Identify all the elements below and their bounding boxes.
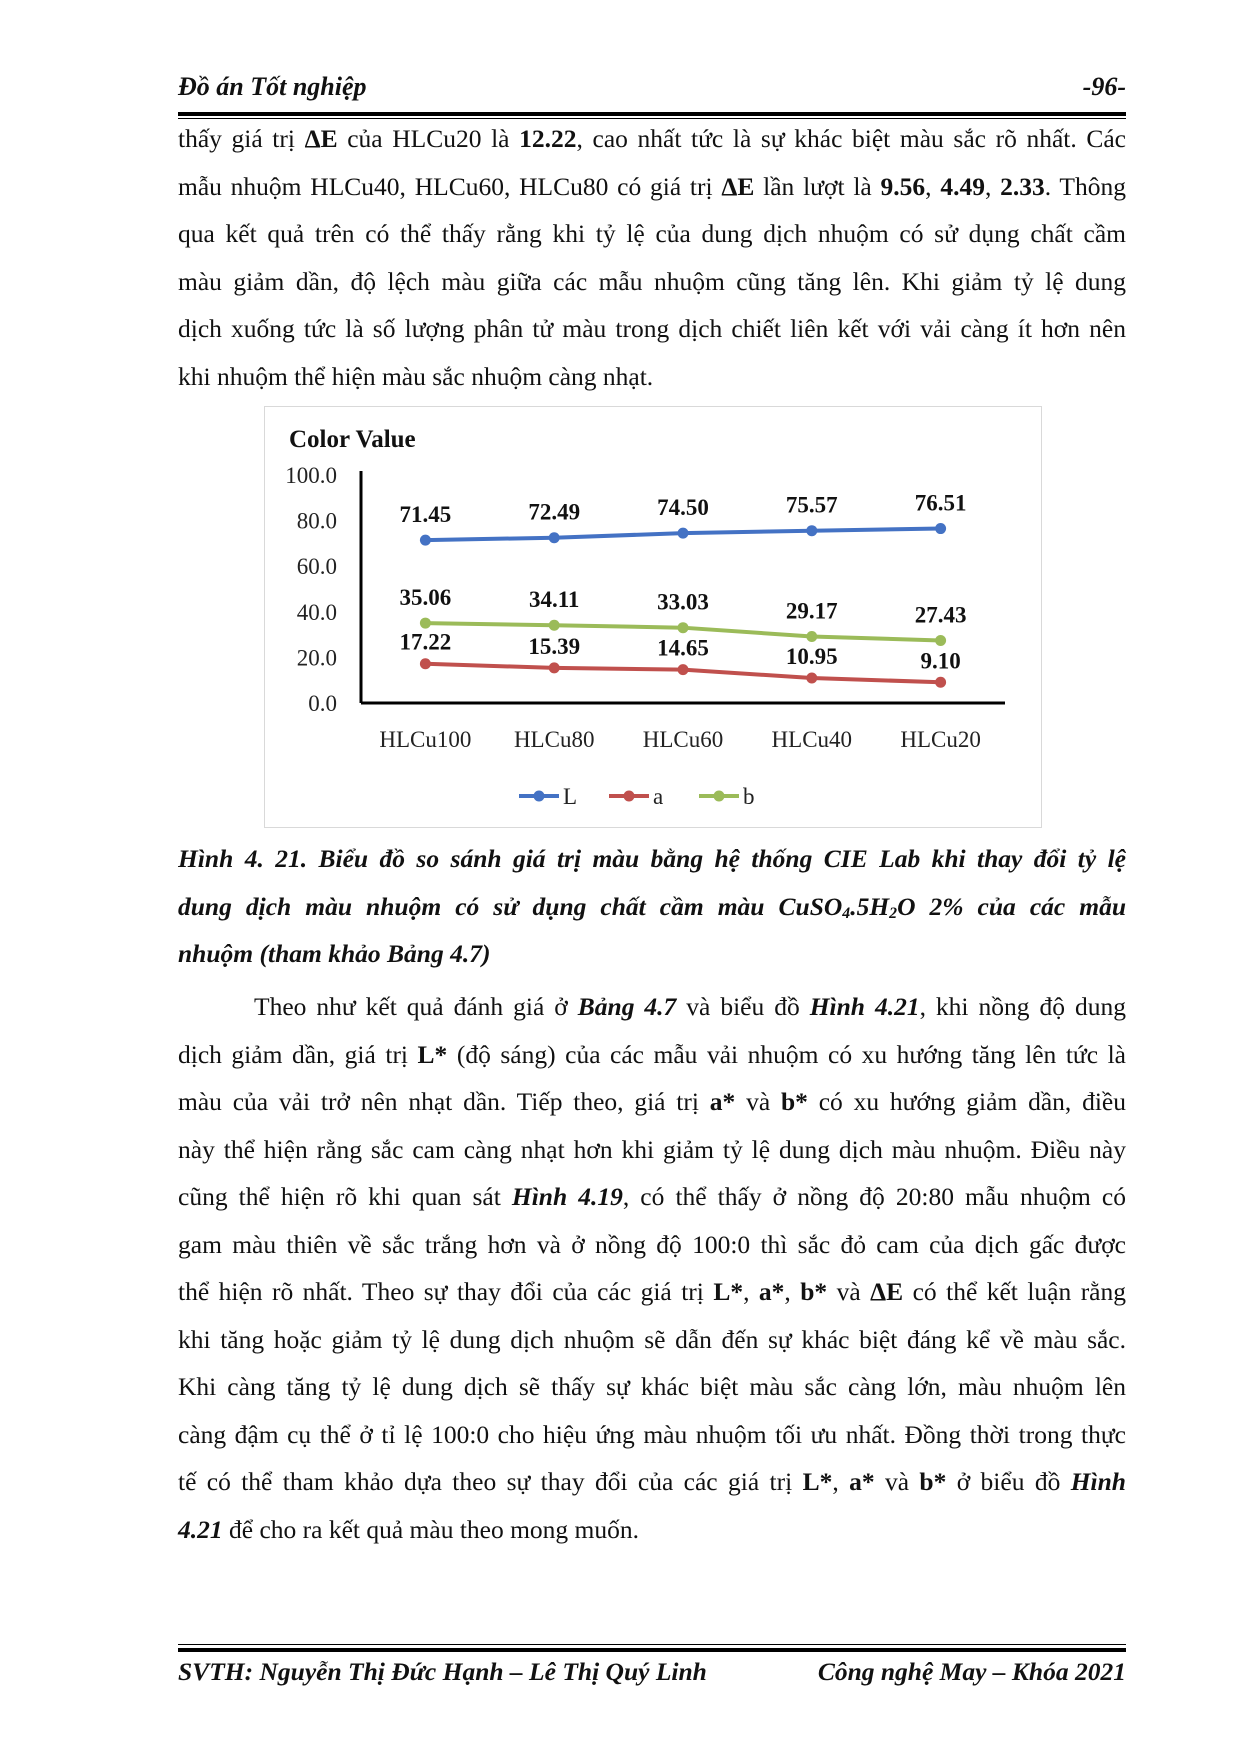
paragraph-2	[178, 983, 1126, 1553]
data-label-L: 75.57	[785, 492, 838, 518]
x-tick-label: HLCu80	[513, 727, 595, 752]
text-line: thể hiện rõ nhất. Theo sự thay đổi của các giá trị L*, a*, b* và ΔE có thể kết luận rằng	[178, 1277, 1126, 1306]
y-tick-label: 60.0	[296, 554, 337, 580]
color-value-chart	[264, 406, 1042, 828]
data-label-a: 17.22	[399, 629, 452, 655]
header-title: Đồ án Tốt nghiệp	[178, 72, 367, 101]
y-tick-label: 100.0	[285, 463, 337, 488]
data-point-b	[935, 635, 946, 646]
y-tick-label: 20.0	[296, 645, 337, 671]
data-label-a: 9.10	[920, 648, 961, 674]
data-point-L	[678, 528, 689, 539]
data-label-b: 34.11	[528, 587, 580, 613]
data-label-b: 29.17	[785, 598, 838, 624]
text-line: tế có thể tham khảo dựa theo sự thay đổi của các giá trị L*, a* và b* ở biểu đồ Hình	[178, 1467, 1126, 1496]
data-point-L	[420, 535, 431, 546]
text-line: 4.21 để cho ra kết quả màu theo mong muốn.	[178, 1514, 640, 1544]
legend-label-b: b	[743, 784, 755, 809]
data-label-b: 27.43	[914, 602, 967, 628]
data-point-a	[420, 658, 431, 669]
data-point-a	[806, 673, 817, 684]
text-line: màu giảm dần, độ lệch màu giữa các mẫu nhuộm cũng tăng lên. Khi giảm tỷ lệ dung	[178, 266, 1126, 296]
text-line: thấy giá trị ΔE của HLCu20 là 12.22, cao nhất tức là sự khác biệt màu sắc rõ nhất. Các	[178, 124, 1126, 153]
x-tick-label: HLCu20	[900, 727, 981, 752]
footer-course: Công nghệ May – Khóa 2021	[817, 1657, 1126, 1686]
footer-authors: SVTH: Nguyễn Thị Đức Hạnh – Lê Thị Quý Linh	[178, 1657, 707, 1686]
data-point-b	[420, 618, 431, 629]
data-label-L: 74.50	[657, 495, 709, 521]
x-tick-label: HLCu100	[379, 727, 472, 752]
caption-line: dung dịch màu nhuộm có sử dụng chất cầm màu $CuSO_4.5H_2O$ 2% của các mẫu	[178, 891, 1126, 922]
footer-rule-thin	[178, 1644, 1126, 1645]
data-label-a: 15.39	[528, 633, 581, 659]
text-line: qua kết quả trên có thể thấy rằng khi tỷ lệ của dung dịch nhuộm có sử dụng chất cầm	[178, 219, 1126, 248]
text-line: mẫu nhuộm HLCu40, HLCu60, HLCu80 có giá trị ΔE lần lượt là 9.56, 4.49, 2.33. Thông	[178, 171, 1126, 201]
data-point-L	[549, 532, 560, 543]
text-line: khi tăng hoặc giảm tỷ lệ dung dịch nhuộm sẽ dẫn đến sự khác biệt đáng kể về màu sắc.	[178, 1324, 1126, 1354]
text-line: càng đậm cụ thể ở tỉ lệ 100:0 cho hiệu ứng màu nhuộm tối ưu nhất. Đồng thời trong thực	[178, 1419, 1126, 1449]
legend-marker-L	[534, 791, 545, 802]
x-tick-label: HLCu60	[642, 727, 724, 752]
chart-canvas	[265, 407, 1041, 827]
chart-title: Color Value	[289, 426, 416, 453]
data-label-b: 35.06	[399, 585, 452, 611]
data-label-a: 10.95	[785, 644, 838, 670]
text-line: khi nhuộm thể hiện màu sắc nhuộm càng nhạt.	[178, 361, 654, 391]
data-label-a: 14.65	[657, 635, 709, 661]
data-point-a	[549, 662, 560, 673]
text-line: Theo như kết quả đánh giá ở Bảng 4.7 và biểu đồ Hình 4.21, khi nồng độ dung	[254, 992, 1126, 1021]
data-point-a	[678, 664, 689, 675]
legend-label-a: a	[653, 784, 664, 809]
paragraph-1	[178, 115, 1126, 400]
text-line: gam màu thiên về sắc trắng hơn và ở nồng độ 100:0 thì sắc đỏ cam của dịch gấc được	[178, 1229, 1126, 1259]
legend-marker-b	[714, 791, 725, 802]
data-label-L: 72.49	[528, 499, 581, 525]
data-label-L: 76.51	[914, 490, 967, 516]
text-line: này thể hiện rằng sắc cam càng nhạt hơn khi giảm tỷ lệ dung dịch màu nhuộm. Điều này	[178, 1134, 1126, 1164]
data-point-a	[935, 677, 946, 688]
page-footer	[178, 1657, 1126, 1697]
page-number: -96-	[1082, 72, 1126, 101]
figure-caption	[178, 835, 1126, 978]
text-line: cũng thể hiện rõ khi quan sát Hình 4.19, có thể thấy ở nồng độ 20:80 mẫu nhuộm có	[178, 1182, 1126, 1211]
data-point-L	[806, 525, 817, 536]
y-tick-label: 0.0	[308, 691, 337, 716]
data-label-L: 71.45	[399, 502, 452, 528]
caption-line: nhuộm (tham khảo Bảng 4.7)	[178, 939, 491, 968]
text-line: dịch xuống tức là số lượng phân tử màu trong dịch chiết liên kết với vải càng ít hơn nên	[178, 314, 1126, 343]
page-header	[178, 72, 1126, 112]
data-point-b	[678, 622, 689, 633]
legend-label-L: L	[563, 784, 578, 809]
y-tick-label: 80.0	[296, 508, 337, 534]
y-tick-label: 40.0	[296, 599, 337, 625]
text-line: dịch giảm dần, giá trị L* (độ sáng) của các mẫu vải nhuộm có xu hướng tăng lên tức là	[178, 1039, 1126, 1069]
data-point-b	[549, 620, 560, 631]
data-label-b: 33.03	[657, 589, 709, 615]
legend-marker-a	[624, 791, 635, 802]
text-line: Khi càng tăng tỷ lệ dung dịch sẽ thấy sự khác biệt màu sắc càng lớn, màu nhuộm lên	[178, 1372, 1126, 1401]
caption-line: Hình 4. 21. Biểu đồ so sánh giá trị màu bằng hệ thống CIE Lab khi thay đổi tỷ lệ	[178, 844, 1126, 873]
footer-rule-thick	[178, 1648, 1126, 1652]
data-point-b	[806, 631, 817, 642]
text-line: màu của vải trở nên nhạt dần. Tiếp theo, giá trị a* và b* có xu hướng giảm dần, điều	[178, 1087, 1126, 1116]
data-point-L	[935, 523, 946, 534]
x-tick-label: HLCu40	[771, 727, 853, 752]
